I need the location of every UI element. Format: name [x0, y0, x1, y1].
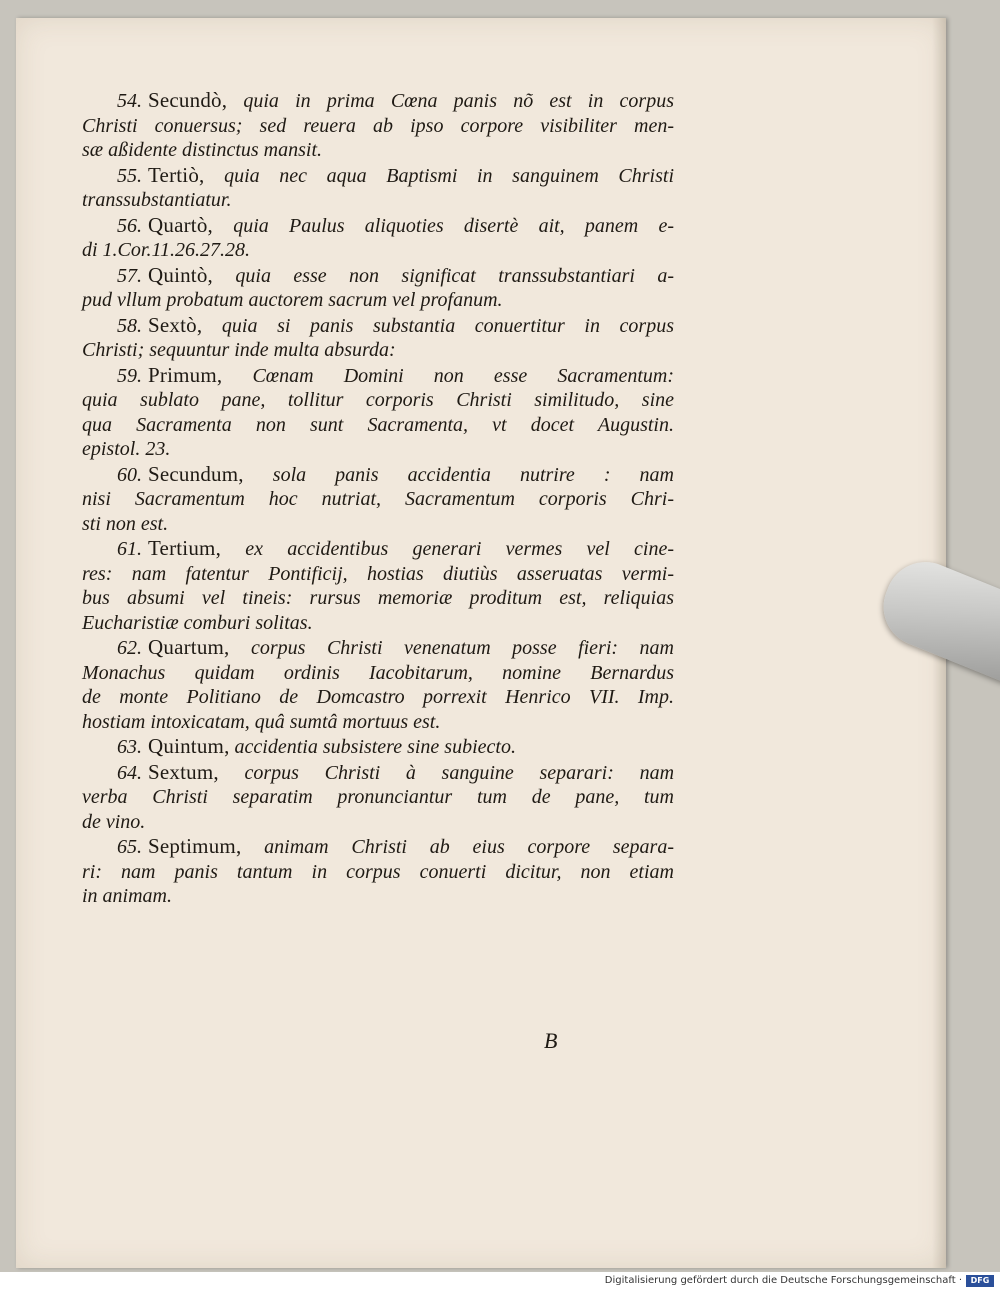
- text-line: [82, 388, 674, 413]
- paragraph-number: 59.: [117, 364, 142, 387]
- dfg-logo-icon: DFG: [966, 1275, 994, 1287]
- text-line: [82, 437, 674, 462]
- text-line: [82, 810, 674, 835]
- text-line: [82, 338, 674, 363]
- line-text: sti non est.: [82, 512, 169, 535]
- line-text: Christi conuersus; sed reuera ab ipso corpore visibiliter men-: [82, 114, 674, 137]
- line-text: accidentia subsistere sine subiecto.: [234, 736, 516, 758]
- paragraph-number: 54.: [117, 90, 142, 112]
- text-line: [82, 834, 674, 860]
- paragraph-lead-word: Sextò,: [148, 312, 203, 337]
- line-text: Eucharistiæ comburi solitas.: [82, 611, 313, 634]
- paragraph-lead-word: Sextum,: [148, 759, 219, 784]
- line-text: quia nec aqua Baptismi in sanguinem Christi: [224, 164, 675, 187]
- text-line: [82, 562, 674, 587]
- text-line: [82, 313, 674, 339]
- line-text: animam Christi ab eius corpore separa-: [264, 836, 674, 858]
- text-line: [82, 661, 674, 686]
- text-line: [82, 88, 674, 114]
- paragraph-number: 57.: [117, 264, 142, 287]
- paragraph: [82, 760, 674, 835]
- text-line: [82, 163, 674, 189]
- line-text: res: nam fatentur Pontificij, hostias diutiùs asseruatas vermi-: [82, 562, 674, 585]
- text-line: [82, 611, 674, 636]
- line-text: hostiam intoxicatam, quâ sumtâ mortuus est.: [82, 710, 441, 733]
- paragraph-number: 64.: [117, 761, 142, 784]
- line-text: Christi; sequuntur inde multa absurda:: [82, 339, 396, 361]
- line-text: Cœnam Domini non esse Sacramentum:: [252, 364, 674, 387]
- paragraph-number: 61.: [117, 538, 142, 560]
- paragraph: [82, 163, 674, 213]
- page-text: [82, 88, 674, 909]
- line-text: corpus Christi à sanguine separari: nam: [244, 761, 675, 784]
- paragraph: [82, 88, 674, 163]
- line-text: de monte Politiano de Domcastro porrexit Henrico VII. Imp.: [82, 686, 674, 708]
- line-text: pud vllum probatum auctorem sacrum vel profanum.: [82, 289, 503, 311]
- line-text: quia si panis substantia conuertitur in corpus: [221, 314, 674, 337]
- text-line: [82, 238, 674, 263]
- paragraph: [82, 635, 674, 734]
- line-text: de vino.: [82, 810, 146, 833]
- paragraph-lead-word: Quintò,: [148, 262, 213, 287]
- line-text: Monachus quidam ordinis Iacobitarum, nomine Bernardus: [82, 661, 674, 684]
- line-text: verba Christi separatim pronunciantur tum de pane, tum: [82, 786, 674, 808]
- digitization-footer: [0, 1272, 1000, 1291]
- paragraph-lead-word: Secundò,: [148, 88, 228, 112]
- text-line: [82, 487, 674, 512]
- paragraph-number: 60.: [117, 463, 142, 486]
- line-text: ex accidentibus generari vermes vel cine-: [245, 538, 675, 560]
- paragraph: [82, 462, 674, 537]
- line-text: quia in prima Cœna panis nõ est in corpus: [243, 90, 674, 112]
- line-text: quia sublato pane, tollitur corporis Christi similitudo, sine: [82, 389, 674, 411]
- paragraph: [82, 263, 674, 313]
- line-text: sæ aßidente distinctus mansit.: [82, 139, 322, 161]
- line-text: corpus Christi venenatum posse fieri: nam: [251, 637, 675, 659]
- paragraph-lead-word: Tertiò,: [148, 162, 205, 187]
- line-text: bus absumi vel tineis: rursus memoriæ proditum est, reliquias: [82, 587, 674, 609]
- text-line: [82, 138, 674, 163]
- paragraph-number: 63.: [117, 736, 142, 758]
- text-line: [82, 363, 674, 389]
- text-line: [82, 188, 674, 213]
- text-line: [82, 785, 674, 810]
- text-line: [82, 263, 674, 289]
- paragraph: [82, 213, 674, 263]
- paragraph: [82, 734, 674, 760]
- paragraph: [82, 363, 674, 462]
- line-text: epistol. 23.: [82, 438, 171, 460]
- signature-mark: B: [544, 1028, 558, 1053]
- paragraph-lead-word: Septimum,: [148, 834, 242, 858]
- text-line: [82, 734, 674, 760]
- text-line: [82, 635, 674, 661]
- line-text: ri: nam panis tantum in corpus conuerti dicitur, non etiam: [82, 860, 674, 883]
- line-text: di 1.Cor.11.26.27.28.: [82, 239, 250, 261]
- paragraph-number: 65.: [117, 836, 142, 858]
- paragraph: [82, 536, 674, 635]
- paragraph-lead-word: Quartò,: [148, 212, 213, 237]
- text-line: [82, 114, 674, 139]
- paragraph-number: 62.: [117, 637, 142, 659]
- line-text: quia Paulus aliquoties disertè ait, panem e-: [233, 214, 675, 237]
- text-line: [82, 288, 674, 313]
- text-line: [82, 512, 674, 537]
- text-line: [82, 710, 674, 735]
- book-page: [16, 18, 946, 1268]
- line-text: transsubstantiatur.: [82, 189, 232, 211]
- paragraph-lead-word: Secundum,: [148, 461, 244, 486]
- paragraph-number: 58.: [117, 314, 142, 337]
- line-text: qua Sacramenta non sunt Sacramenta, vt docet Augustin.: [82, 413, 674, 436]
- text-line: [82, 860, 674, 885]
- paragraph: [82, 834, 674, 909]
- text-line: [82, 760, 674, 786]
- text-line: [82, 884, 674, 909]
- text-line: [82, 685, 674, 710]
- paragraph-lead-word: Quintum,: [148, 734, 230, 758]
- paragraph: [82, 313, 674, 363]
- footer-credit-text: Digitalisierung gefördert durch die Deutsche Forschungsgemeinschaft ·: [604, 1275, 962, 1286]
- paragraph-number: 56.: [117, 214, 142, 237]
- paragraph-number: 55.: [117, 164, 142, 187]
- paragraph-lead-word: Tertium,: [148, 536, 222, 560]
- text-line: [82, 462, 674, 488]
- text-line: [82, 413, 674, 438]
- text-line: [82, 586, 674, 611]
- line-text: sola panis accidentia nutrire : nam: [272, 463, 674, 486]
- text-line: [82, 213, 674, 239]
- paragraph-lead-word: Primum,: [148, 362, 223, 387]
- line-text: quia esse non significat transsubstantiari a-: [235, 264, 674, 287]
- line-text: nisi Sacramentum hoc nutriat, Sacramentum corporis Chri-: [82, 488, 674, 510]
- text-line: [82, 536, 674, 562]
- paragraph-lead-word: Quartum,: [148, 635, 230, 659]
- line-text: in animam.: [82, 885, 172, 907]
